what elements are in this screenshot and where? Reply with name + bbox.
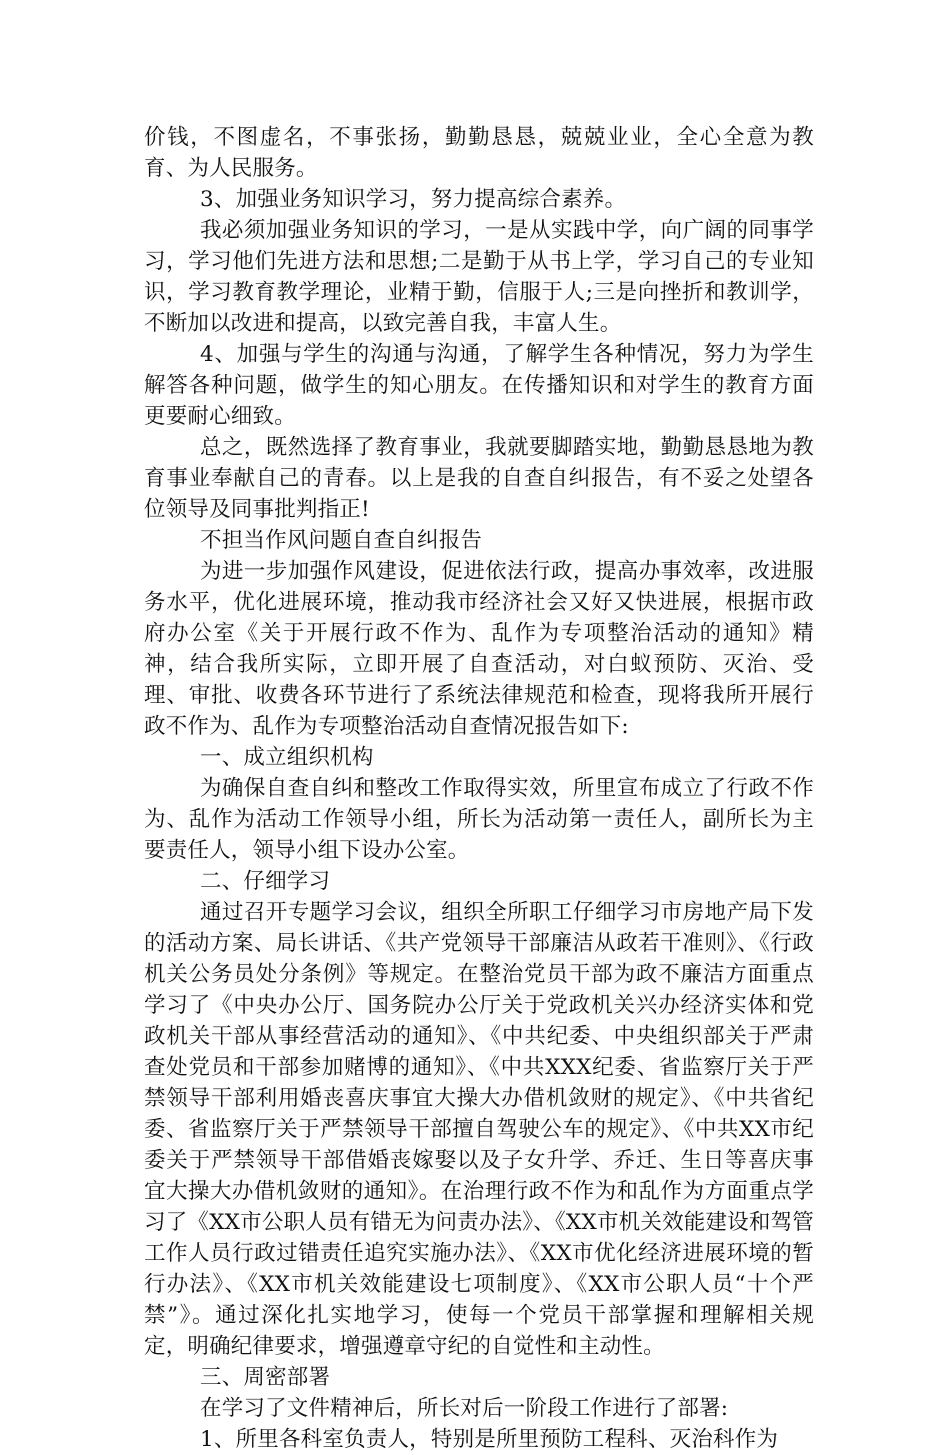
paragraph: 为确保自查自纠和整改工作取得实效，所里宣布成立了行政不作为、乱作为活动工作领导小组，所长为活动第一责任人，副所长为主要责任人，领导小组下设办公室。	[144, 776, 814, 863]
section-heading: 一、成立组织机构	[200, 745, 374, 770]
paragraph: 1、所里各科室负责人，特别是所里预防工程科、灭治科作为	[200, 1427, 779, 1452]
paragraph: 我必须加强业务知识的学习，一是从实践中学，向广阔的同事学习，学习他们先进方法和思想;二是勤于从书上学，学习自己的专业知识，学习教育教学理论，业精于勤，信服于人;三是向挫折和教训学，不断加以改进和提高，以致完善自我，丰富人生。	[144, 218, 814, 336]
paragraph: 通过召开专题学习会议，组织全所职工仔细学习市房地产局下发的活动方案、局长讲话、《共产党领导干部廉洁从政若干准则》、《行政机关公务员处分条例》等规定。在整治党员干部为政不廉洁方面重点学习了《中央办公厅、国务院办公厅关于党政机关兴办经济实体和党政机关干部从事经营活动的通知》、《中共纪委、中央组织部关于严肃查处党员和干部参加赌博的通知》、《中共XXX纪委、省监察厅关于严禁领导干部利用婚丧喜庆事宜大操大办借机敛财的规定》、《中共省纪委、省监察厅关于严禁领导干部擅自驾驶公车的规定》、《中共XX市纪委关于严禁领导干部借婚丧嫁娶以及子女升学、乔迁、生日等喜庆事宜大操大办借机敛财的通知》。在治理行政不作为和乱作为方面重点学习了《XX市公职人员有错无为问责办法》、《XX市机关效能建设和驾管工作人员行政过错责任追究实施办法》、《XX市优化经济进展环境的暂行办法》、《XX市机关效能建设七项制度》、《XX市公职人员“十个严禁”》。通过深化扎实地学习，使每一个党员干部掌握和理解相关规定，明确纪律要求，增强遵章守纪的自觉性和主动性。	[144, 900, 814, 1359]
paragraph: 总之，既然选择了教育事业，我就要脚踏实地，勤勤恳恳地为教育事业奉献自己的青春。以上是我的自查自纠报告，有不妥之处望各位领导及同事批判指正!	[144, 435, 814, 522]
paragraph: 在学习了文件精神后，所长对后一阶段工作进行了部署:	[200, 1396, 729, 1421]
section-heading: 二、仔细学习	[200, 869, 331, 894]
paragraph: 4、加强与学生的沟通与沟通，了解学生各种情况，努力为学生解答各种问题，做学生的知心朋友。在传播知识和对学生的教育方面更要耐心细致。	[144, 342, 814, 429]
document-body	[144, 122, 814, 1455]
paragraph: 价钱，不图虚名，不事张扬，勤勤恳恳，兢兢业业，全心全意为教育、为人民服务。	[144, 125, 814, 181]
paragraph: 3、加强业务知识学习，努力提高综合素养。	[200, 187, 627, 212]
paragraph: 为进一步加强作风建设，促进依法行政，提高办事效率，改进服务水平，优化进展环境，推动我市经济社会又好又快进展，根据市政府办公室《关于开展行政不作为、乱作为专项整治活动的通知》精神，结合我所实际，立即开展了自查活动，对白蚁预防、灭治、受理、审批、收费各环节进行了系统法律规范和检查，现将我所开展行政不作为、乱作为专项整治活动自查情况报告如下:	[144, 559, 814, 739]
section-title: 不担当作风问题自查自纠报告	[200, 528, 483, 553]
section-heading: 三、周密部署	[200, 1365, 331, 1390]
